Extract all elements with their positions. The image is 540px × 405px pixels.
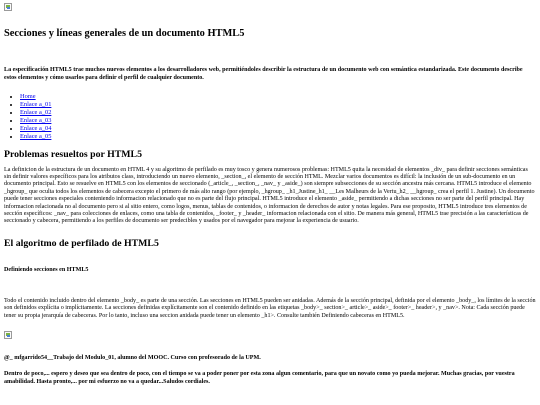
nav-item xyxy=(20,133,536,141)
section-heading-problemas: Problemas resueltos por HTML5 xyxy=(4,148,142,160)
section-paragraph-problemas: La definicion de la estructura de un documento en HTML 4 y su algoritmo de perfilado es muy tosco y genera numerosos problemas: HTML5 quita la necesidad de elementos _div_ para definir secciones semánticas sin definir valores específicos para los atributos class, introduciendo un nuevo elemento, _section_, el elemento de sección HTML. Mezclar varios documentos es difícil: la inclusión de un sub-documento en un documento principal. Esto se resuelve en HTML5 con los elementos de seccionado (_article_, _section_, _nav_ y _aside_) son siempre subsecciones de su sección ancestra más cercana. HTML5 introduce el elemento _hgroup_ que oculta todos los elementos de cabecera excepto el primero de más alto rango (por ejemplo, _hgroup_ _h1_Justine_h1_ __Les Malheurs de la Vertu_h2_ __hgroup_ crea el perfil 1. Justine). Un documento puede tener secciones especiales conteniendo informacion relacionado que no es parte del flujo principal. HTML5 introduce el elemento _aside_ permitiendo a dichas secciones no ser parte del perfil principal. Hay informacion relacionada no al documento pero si al sitio entero, como logos, menus, tablas de contenidos, o informacion de derechos de autor y notas legales. Para ese proposito, HTML5 introduce tres elementos de sección específicos: _nav_ para colecciones de enlaces, como una tabla de contenidos, _footer_ y _header_ informacion relacionada con el sitio. De manera más general, HTML5 trae precisión a las características de seccionado y cabecera, permitiendo a los perfiles de documento ser predecibles y usados por el navegador para mejorar la experiencia de usuario. xyxy=(4,166,535,225)
nav-item xyxy=(20,117,536,125)
nav-link-enlace-05[interactable]: Enlace a_05 xyxy=(20,132,52,140)
nav-item xyxy=(20,101,536,109)
broken-image-icon xyxy=(4,3,12,11)
nav-link-enlace-03[interactable]: Enlace a_03 xyxy=(20,116,52,124)
page-title: Secciones y líneas generales de un documento HTML5 xyxy=(4,28,245,40)
nav-list xyxy=(4,93,536,141)
author-comment: Dentro de poco,... espero y deseo que sea dentro de poco, con el tiempo se va a poder poner por esta zona algun comentario, para que un novato como yo pueda mejorar. Muchas gracias, por vuestra amabilidad. Hasta pronto,... por mi esfuerzo no va a quedar...Saludos cordiales. xyxy=(4,370,515,385)
nav-item xyxy=(20,109,536,117)
nav-link-enlace-01[interactable]: Enlace a_01 xyxy=(20,100,52,108)
nav-link-enlace-02[interactable]: Enlace a_02 xyxy=(20,108,52,116)
broken-image-icon xyxy=(4,331,12,339)
header-image xyxy=(4,3,536,13)
section-paragraph-algoritmo: Todo el contenido incluido dentro del elemento _body_ es parte de una sección. Las secciones en HTML5 pueden ser anidadas. Además de la sección principal, definida por el elemento _body_, los límites de la sección son definidos explícita o implícitamente. La secciones definidas explícitamente son el contenido definido en las etiquetas _body>_ section>_ article>_ aside>_ footer>_ header>, y _nav>. Nota: Cada sección puede tener su propia jerarquía de cabeceras. Por lo tanto, incluso una seccion anidada puede tener un elemento _h1>. Consulte también Definiendo cabeceras en HTML5. xyxy=(4,297,536,319)
nav-item xyxy=(20,125,536,133)
nav-link-home[interactable]: Home xyxy=(20,92,36,100)
section-heading-algoritmo: El algoritmo de perfilado de HTML5 xyxy=(4,237,159,249)
content-image xyxy=(4,331,536,341)
subsection-heading-secciones: Definiendo secciones en HTML5 xyxy=(4,266,89,273)
nav-item xyxy=(20,93,536,101)
author-credit: @_ mfgarrido54__Trabajo del Modulo_01, alumno del MOOC. Curso con profesorado de la UPM. xyxy=(4,354,261,361)
intro-paragraph: La especificación HTML5 trae muchos nuevos elementos a los desarrolladores web, permitiéndoles describir la estructura de un documento web con semántica estandarizada. Este documento describe estos elementos y cómo usarlos para definir el perfil de cualquier documento. xyxy=(4,66,523,81)
nav-link-enlace-04[interactable]: Enlace a_04 xyxy=(20,124,52,132)
